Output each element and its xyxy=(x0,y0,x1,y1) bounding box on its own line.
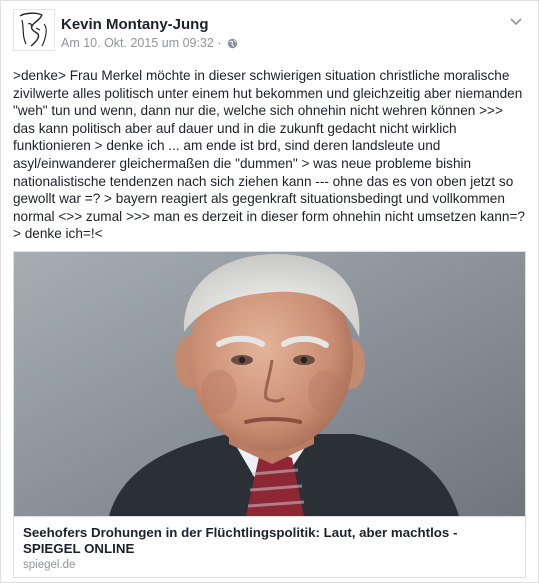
post-meta xyxy=(61,36,238,52)
meta-separator: · xyxy=(217,36,222,50)
avatar[interactable] xyxy=(13,9,55,51)
portrait-photo xyxy=(14,252,525,516)
link-domain: spiegel.de xyxy=(23,559,76,571)
post-header xyxy=(13,9,528,59)
link-preview-caption[interactable] xyxy=(14,516,525,577)
link-title[interactable]: Seehofers Drohungen in der Flüchtlingspolitik: Laut, aber machtlos - SPIEGEL ONLINE xyxy=(23,525,458,556)
post-timestamp[interactable]: Am 10. Okt. 2015 um 09:32 xyxy=(61,36,214,50)
avatar-sketch xyxy=(14,10,54,50)
chevron-down-icon[interactable] xyxy=(508,13,524,29)
author-name[interactable]: Kevin Montany-Jung xyxy=(61,16,209,33)
link-preview[interactable] xyxy=(13,251,526,578)
link-preview-image[interactable] xyxy=(14,252,525,516)
globe-icon[interactable] xyxy=(227,38,238,52)
post-text: >denke> Frau Merkel möchte in dieser schwierigen situation christliche moralische zivilwerte alles politisch unter einem hut bekommen und gleichzeitig aber niemanden "weh" tun und wenn, dann nur die, welche sich ohnehin nicht wehren können >>> das kann politisch aber auf dauer und in die zukunft gedacht nicht wirklich funktionieren > denke ich ... am ende ist brd, sind deren landsleute und asyl/einwanderer gleichermaßen die "dummen" > was neue probleme bishin nationalistische tendenzen nach sich ziehen kann --- ohne das es von oben jetzt so gewollt war =? > bayern reagiert als gegenkraft situationsbedingt und vollkommen normal <>> zumal >>> man es derzeit in dieser form ohnehin nicht umsetzen kann=?> denke ich=!< xyxy=(13,68,525,242)
